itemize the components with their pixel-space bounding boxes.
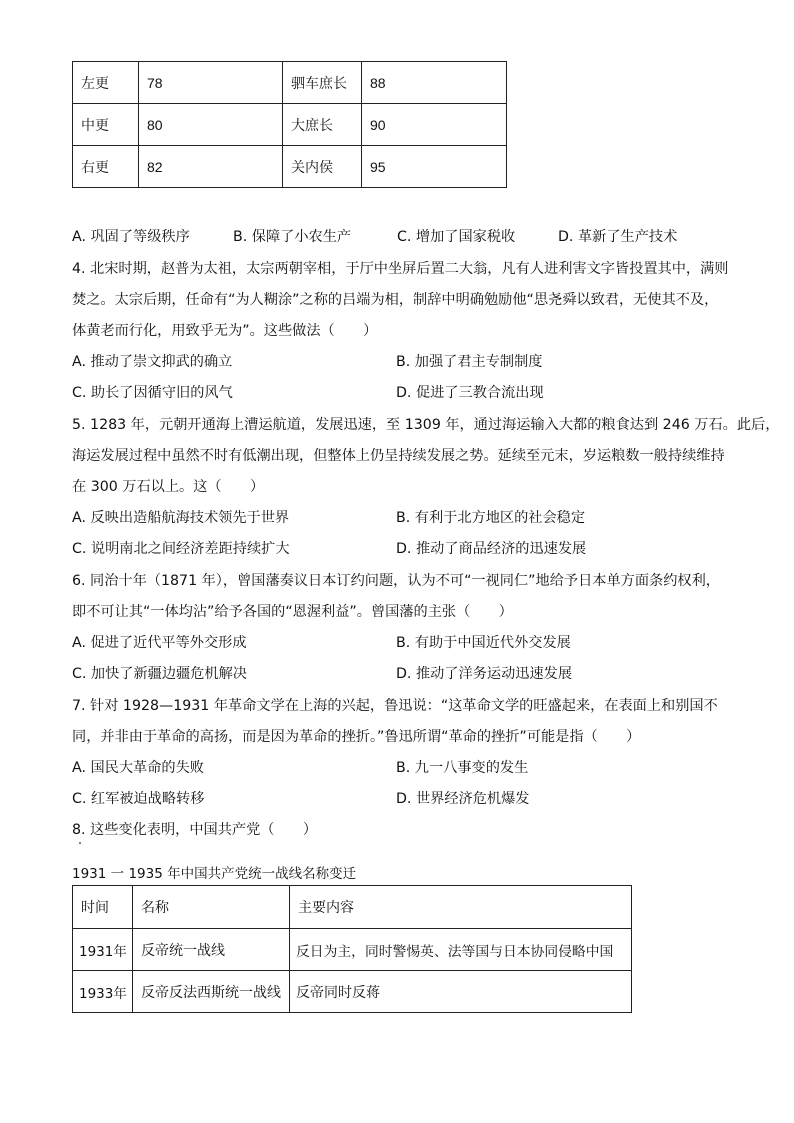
q6-option-d: D. 推动了洋务运动迅速发展 [396, 666, 573, 682]
table-row [73, 929, 632, 971]
q4-stem-line: 体黄老而行化，用致乎无为”。这些做法（ ） [72, 323, 378, 339]
header-cell-content: 主要内容 [290, 886, 632, 929]
stray-dot [79, 842, 81, 844]
q7-option-c: C. 红军被迫战略转移 [72, 791, 205, 807]
q3-option-a: A. 巩固了等级秩序 [72, 229, 190, 245]
table-row [73, 146, 507, 188]
q3-option-c: C. 增加了国家税收 [397, 229, 516, 245]
table-cell: 78 [139, 62, 283, 104]
q6-stem-line: 即不可让其“一体均沾”给予各国的“恩渥利益”。曾国藩的主张（ ） [72, 604, 513, 620]
q7-option-a: A. 国民大革命的失败 [72, 760, 204, 776]
q7-stem-line: 7. 针对 1928—1931 年革命文学在上海的兴起，鲁迅说：“这革命文学的旺盛起来，在表面上和别国不 [72, 698, 718, 714]
table-caption: 1931 一 1935 年中国共产党统一战线名称变迁 [72, 866, 357, 882]
table-cell: 95 [362, 146, 507, 188]
q3-option-b: B. 保障了小农生产 [233, 229, 352, 245]
q6-option-b: B. 有助于中国近代外交发展 [396, 635, 571, 651]
q5-option-c: C. 说明南北之间经济差距持续扩大 [72, 541, 290, 557]
q5-stem-line: 在 300 万石以上。这（ ） [72, 479, 265, 495]
table-cell: 反帝同时反蒋 [290, 971, 632, 1013]
q4-option-b: B. 加强了君主专制制度 [396, 354, 543, 370]
table-cell: 反日为主，同时警惕英、法等国与日本协同侵略中国 [290, 929, 632, 971]
q5-stem-line: 5. 1283 年，元朝开通海上漕运航道，发展迅速，至 1309 年，通过海运输入大都的粮食达到 246 万石。此后， [72, 417, 780, 433]
table-row [73, 971, 632, 1013]
table-cell: 大庶长 [283, 104, 362, 146]
table-row [73, 104, 507, 146]
q7-option-b: B. 九一八事变的发生 [396, 760, 529, 776]
table-cell: 80 [139, 104, 283, 146]
q8-stem: 8. 这些变化表明，中国共产党（ ） [72, 822, 318, 838]
table-cell: 1931年 [73, 929, 133, 971]
q4-stem-line: 焚之。太宗后期，任命有“为人糊涂”之称的吕端为相，制辞中明确勉励他“思尧舜以致君，无使其不及， [72, 292, 719, 308]
q5-option-a: A. 反映出造船航海技术领先于世界 [72, 510, 290, 526]
header-cell-name: 名称 [133, 886, 290, 929]
table-row [73, 62, 507, 104]
table-cell: 88 [362, 62, 507, 104]
united-front-table [72, 885, 632, 1013]
header-cell-time: 时间 [73, 886, 133, 929]
q5-stem-line: 海运发展过程中虽然不时有低潮出现，但整体上仍呈持续发展之势。延续至元末，岁运粮数一般持续维持 [72, 448, 725, 464]
table-cell: 82 [139, 146, 283, 188]
table-cell: 反帝反法西斯统一战线 [133, 971, 290, 1013]
q5-option-b: B. 有利于北方地区的社会稳定 [396, 510, 586, 526]
table-cell: 右更 [73, 146, 139, 188]
table-cell: 90 [362, 104, 507, 146]
rank-table [72, 61, 507, 188]
table-cell: 反帝统一战线 [133, 929, 290, 971]
q4-option-c: C. 助长了因循守旧的风气 [72, 385, 233, 401]
q7-stem-line: 同，并非由于革命的高扬，而是因为革命的挫折。”鲁迅所谓“革命的挫折”可能是指（ ） [72, 729, 641, 745]
q4-stem-line: 4. 北宋时期，赵普为太祖，太宗两朝宰相，于厅中坐屏后置二大翁，凡有人进利害文字皆投置其中，满则 [72, 261, 729, 277]
q6-stem-line: 6. 同治十年（1871 年），曾国藩奏议日本订约问题，认为不可“一视同仁”地给予日本单方面条约权利， [72, 573, 720, 589]
table-cell: 驷车庶长 [283, 62, 362, 104]
table-header-row [73, 886, 632, 929]
table-cell: 中更 [73, 104, 139, 146]
q3-option-d: D. 革新了生产技术 [558, 229, 678, 245]
q4-option-a: A. 推动了崇文抑武的确立 [72, 354, 233, 370]
table-cell: 1933年 [73, 971, 133, 1013]
q4-option-d: D. 促进了三教合流出现 [396, 385, 544, 401]
q7-option-d: D. 世界经济危机爆发 [396, 791, 530, 807]
q6-option-a: A. 促进了近代平等外交形成 [72, 635, 247, 651]
q5-option-d: D. 推动了商品经济的迅速发展 [396, 541, 587, 557]
table-cell: 左更 [73, 62, 139, 104]
table-cell: 关内侯 [283, 146, 362, 188]
q6-option-c: C. 加快了新疆边疆危机解决 [72, 666, 247, 682]
